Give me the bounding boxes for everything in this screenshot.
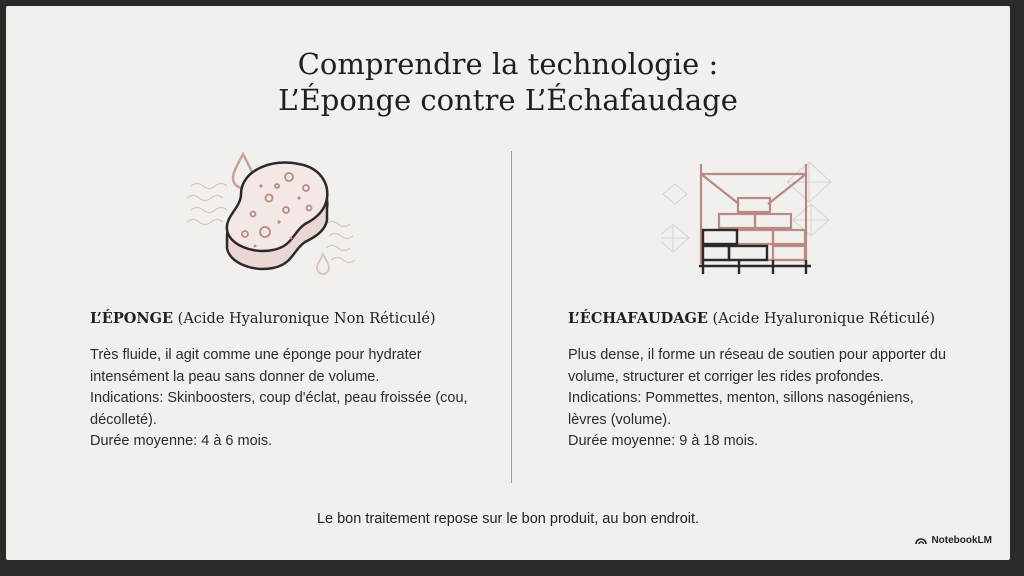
notebooklm-logo-icon bbox=[915, 536, 927, 545]
scaffolding-description: Plus dense, il forme un réseau de soutien pour apporter du volume, structurer et corriger les rides profondes. bbox=[568, 347, 947, 385]
scaffolding-heading-rest: (Acide Hyaluronique Réticulé) bbox=[707, 311, 936, 327]
sponge-body bbox=[90, 345, 470, 453]
scaffolding-indications: Indications: Pommettes, menton, sillons nasogéniens, lèvres (volume). bbox=[568, 390, 914, 428]
footer-tagline: Le bon traitement repose sur le bon produit, au bon endroit. bbox=[316, 511, 700, 527]
sponge-icon bbox=[181, 146, 371, 296]
sponge-indications: Indications: Skinboosters, coup d'éclat, peau froissée (cou, décolleté). bbox=[90, 390, 468, 428]
sponge-description: Très fluide, il agit comme une éponge pour hydrater intensément la peau sans donner de volume. bbox=[90, 347, 422, 385]
sponge-heading bbox=[90, 310, 470, 327]
scaffolding-heading bbox=[568, 310, 948, 327]
scaffolding-column bbox=[568, 310, 948, 453]
brand-name: NotebookLM bbox=[931, 535, 992, 546]
title-line-1: Comprendre la technologie : bbox=[297, 47, 719, 81]
scaffolding-duration: Durée moyenne: 9 à 18 mois. bbox=[568, 433, 759, 449]
slide bbox=[6, 6, 1010, 560]
column-divider bbox=[511, 151, 512, 483]
title-line-2: L’Éponge contre L’Échafaudage bbox=[278, 83, 738, 117]
sponge-heading-bold: L’ÉPONGE bbox=[90, 310, 174, 327]
sponge-heading-rest: (Acide Hyaluronique Non Réticulé) bbox=[173, 311, 436, 327]
brand-badge bbox=[915, 535, 992, 546]
sponge-column bbox=[90, 310, 470, 453]
scaffolding-heading-bold: L’ÉCHAFAUDAGE bbox=[568, 310, 708, 327]
slide-title bbox=[6, 46, 1010, 118]
scaffolding-icon bbox=[661, 154, 841, 279]
scaffolding-body bbox=[568, 345, 948, 453]
sponge-duration: Durée moyenne: 4 à 6 mois. bbox=[90, 433, 273, 449]
